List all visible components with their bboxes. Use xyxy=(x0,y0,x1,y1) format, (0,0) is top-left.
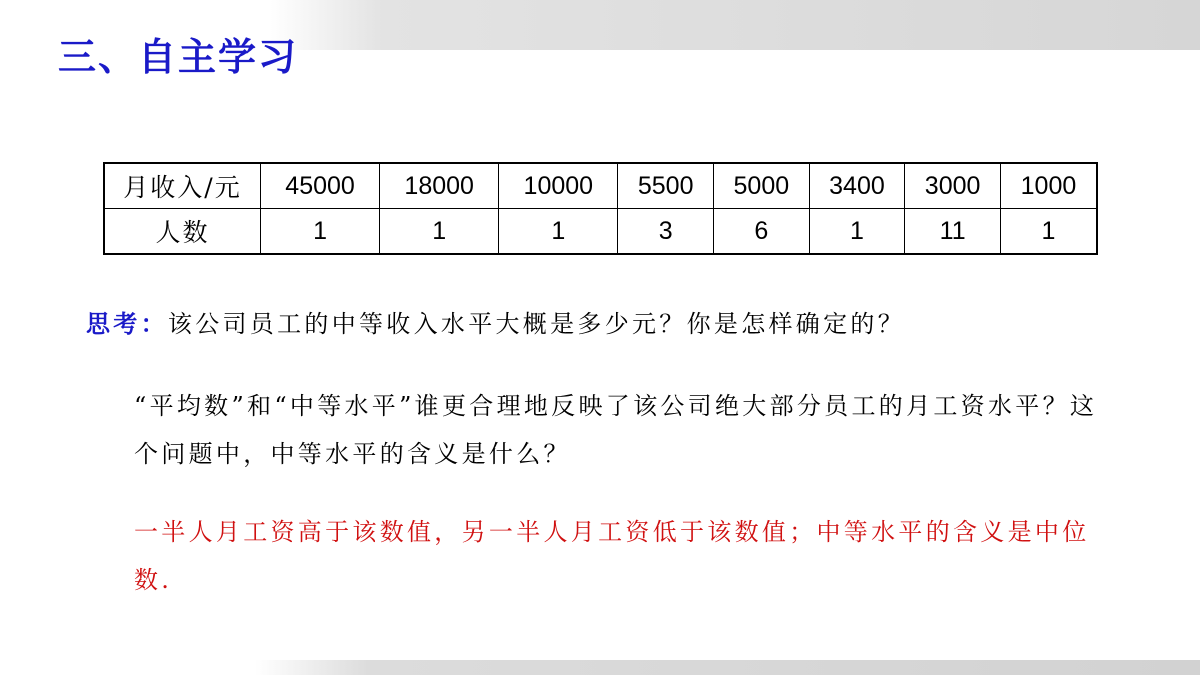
income-cell: 3000 xyxy=(905,163,1001,209)
income-row xyxy=(104,163,1097,209)
count-cell: 1 xyxy=(499,209,618,255)
answer-paragraph: 一半人月工资高于该数值，另一半人月工资低于该数值；中等水平的含义是中位数. xyxy=(134,518,1090,594)
think-text: 该公司员工的中等收入水平大概是多少元？你是怎样确定的？ xyxy=(167,310,906,338)
income-cell: 3400 xyxy=(809,163,905,209)
income-header: 月收入/元 xyxy=(104,163,261,209)
income-cell: 45000 xyxy=(261,163,380,209)
think-paragraph xyxy=(86,300,1116,348)
think-label: 思考： xyxy=(86,309,168,338)
count-cell: 1 xyxy=(809,209,905,255)
question-paragraph: “平均数”和“中等水平”谁更合理地反映了该公司绝大部分员工的月工资水平？这个问题中，中等水平的含义是什么？ xyxy=(134,392,1098,468)
income-table xyxy=(103,162,1098,255)
page-title: 三、自主学习 xyxy=(58,35,299,79)
income-cell: 1000 xyxy=(1000,163,1097,209)
top-decor-bar xyxy=(270,0,1200,50)
income-cell: 5500 xyxy=(618,163,714,209)
count-cell: 1 xyxy=(380,209,499,255)
count-cell: 3 xyxy=(618,209,714,255)
bottom-decor-bar xyxy=(255,660,1200,675)
count-row xyxy=(104,209,1097,255)
count-cell: 1 xyxy=(261,209,380,255)
count-cell: 6 xyxy=(714,209,810,255)
income-cell: 10000 xyxy=(499,163,618,209)
income-cell: 5000 xyxy=(714,163,810,209)
count-cell: 11 xyxy=(905,209,1001,255)
count-header: 人数 xyxy=(104,209,261,255)
count-cell: 1 xyxy=(1000,209,1097,255)
income-cell: 18000 xyxy=(380,163,499,209)
